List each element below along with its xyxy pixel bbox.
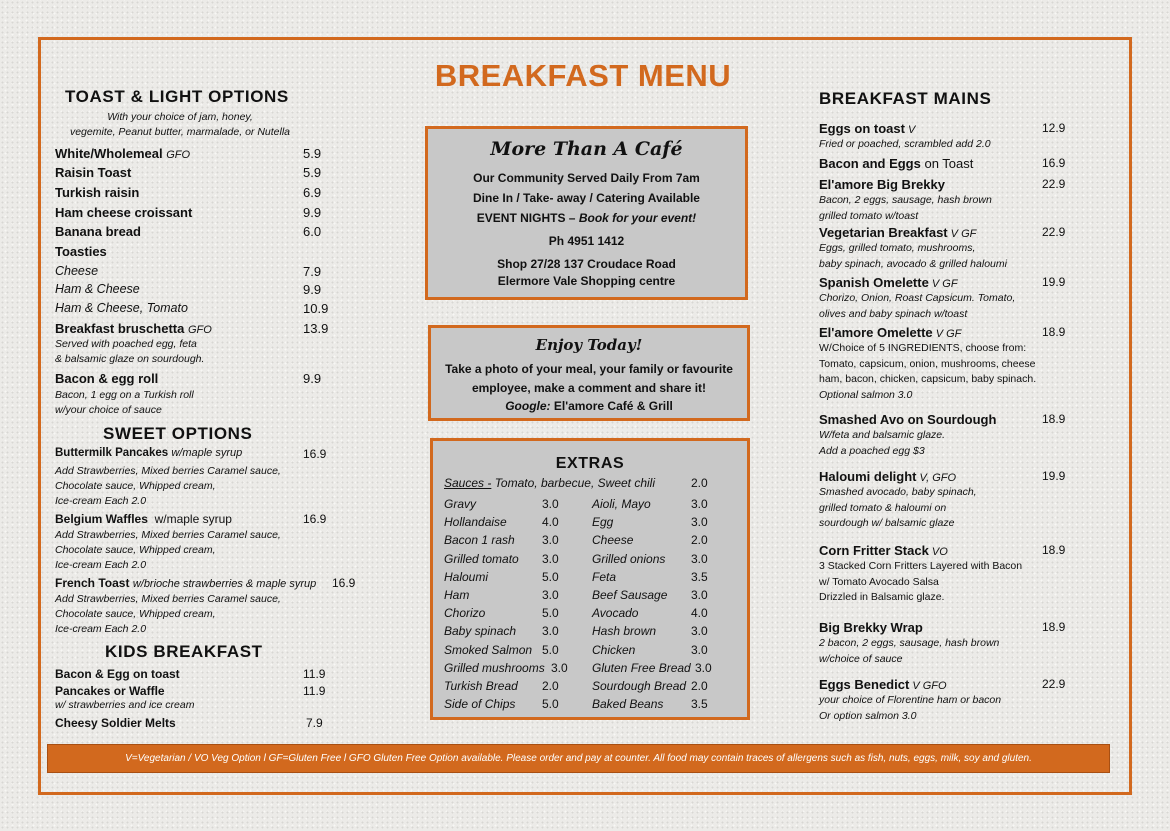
extras-price: 3.0 bbox=[691, 497, 708, 511]
extras-price: 2.0 bbox=[691, 533, 708, 548]
main-item-price: 22.9 bbox=[1042, 677, 1066, 691]
price-toastie-ham-cheese-tomato: 10.9 bbox=[303, 301, 329, 316]
extras-price: 2.0 bbox=[691, 679, 708, 693]
cafe-address-2: Elermore Vale Shopping centre bbox=[497, 274, 676, 288]
main-item-price: 22.9 bbox=[1042, 177, 1066, 191]
main-item-desc: 2 bacon, 2 eggs, sausage, hash brown bbox=[819, 637, 1000, 649]
extras-price: 3.0 bbox=[542, 497, 559, 511]
extras-price: 5.0 bbox=[542, 642, 559, 657]
main-item-desc: grilled tomato & haloumi on bbox=[819, 501, 947, 514]
extras-item: Chorizo bbox=[444, 606, 486, 621]
extras-price: 3.0 bbox=[695, 660, 712, 675]
toastie-cheese: Cheese bbox=[55, 264, 99, 278]
price-banana-bread: 6.0 bbox=[303, 224, 322, 239]
main-item-desc: 3 Stacked Corn Fritters Layered with Bacon bbox=[819, 560, 1023, 572]
pancakes-extra-2: Chocolate sauce, Whipped cream, bbox=[55, 480, 216, 492]
extras-price: 3.5 bbox=[691, 697, 708, 712]
extras-price: 4.0 bbox=[542, 515, 559, 530]
toasties-label: Toasties bbox=[55, 244, 107, 259]
main-item: Spanish Omelette V GF bbox=[819, 275, 958, 290]
enjoy-line-1: Take a photo of your meal, your family or favourite bbox=[445, 362, 733, 376]
main-item: Big Brekky Wrap bbox=[819, 620, 923, 635]
main-item: Haloumi delight V, GFO bbox=[819, 469, 957, 484]
extras-price: 5.0 bbox=[542, 606, 559, 621]
main-item-price: 16.9 bbox=[1042, 156, 1066, 170]
toast-heading: TOAST & LIGHT OPTIONS bbox=[65, 87, 289, 106]
main-item-desc: W/feta and balsamic glaze. bbox=[819, 429, 946, 441]
menu-item-turkish-raisin: Turkish raisin bbox=[55, 185, 140, 200]
main-item: Eggs on toast V bbox=[819, 121, 916, 136]
main-item-desc: sourdough w/ balsamic glaze bbox=[819, 517, 955, 529]
cafe-info-box bbox=[425, 126, 748, 300]
extras-item: Ham bbox=[444, 588, 470, 602]
extras-item: Bacon 1 rash bbox=[444, 533, 515, 548]
page-title: BREAKFAST MENU bbox=[434, 58, 732, 93]
menu-item-kids-bacon-egg: Bacon & Egg on toast bbox=[55, 667, 180, 681]
main-item-desc: Bacon, 2 eggs, sausage, hash brown bbox=[819, 194, 992, 206]
main-item: Smashed Avo on Sourdough bbox=[819, 412, 997, 427]
extras-item: Grilled onions bbox=[592, 551, 666, 566]
french-toast-extra-3: Ice-cream Each 2.0 bbox=[55, 623, 147, 635]
menu-item-kids-pancakes: Pancakes or Waffle bbox=[55, 684, 165, 698]
extras-item: Feta bbox=[592, 569, 617, 584]
extras-price: 3.0 bbox=[691, 515, 708, 530]
cafe-phone: Ph 4951 1412 bbox=[548, 234, 625, 248]
price-toastie-ham-cheese: 9.9 bbox=[303, 282, 322, 297]
extras-price: 5.0 bbox=[542, 697, 559, 712]
menu-item-waffles: Belgium Waffles w/maple syrup bbox=[55, 512, 232, 526]
price-turkish-raisin: 6.9 bbox=[303, 185, 322, 200]
main-item-desc: ham, bacon, chicken, capsicum, baby spinach. bbox=[819, 373, 1037, 385]
sweet-heading: SWEET OPTIONS bbox=[103, 424, 253, 443]
waffles-extra-1: Add Strawberries, Mixed berries Caramel sauce, bbox=[55, 529, 281, 541]
main-item-desc: w/ Tomato Avocado Salsa bbox=[819, 575, 939, 588]
kids-heading: KIDS BREAKFAST bbox=[105, 642, 263, 661]
extras-item: Avocado bbox=[592, 606, 639, 621]
cafe-address-1: Shop 27/28 137 Croudace Road bbox=[497, 257, 676, 271]
extras-item: Aioli, Mayo bbox=[592, 497, 651, 511]
main-item-desc: Or option salmon 3.0 bbox=[819, 709, 917, 722]
main-item-desc: Chorizo, Onion, Roast Capsicum. Tomato, bbox=[819, 292, 1016, 304]
main-item-desc: baby spinach, avocado & grilled haloumi bbox=[819, 257, 1007, 270]
main-item: Bacon and Eggs on Toast bbox=[819, 156, 974, 171]
price-toastie-cheese: 7.9 bbox=[303, 264, 322, 279]
main-item: El'amore Omelette V GF bbox=[819, 325, 962, 340]
main-item: El'amore Big Brekky bbox=[819, 177, 945, 192]
main-item-desc: grilled tomato w/toast bbox=[819, 209, 919, 222]
extras-price: 5.0 bbox=[542, 569, 559, 584]
menu-item-pancakes: Buttermilk Pancakes w/maple syrup bbox=[55, 447, 243, 459]
main-item-price: 18.9 bbox=[1042, 325, 1066, 339]
main-item-desc: Optional salmon 3.0 bbox=[819, 388, 913, 401]
main-item-price: 12.9 bbox=[1042, 121, 1066, 135]
toastie-ham-cheese-tomato: Ham & Cheese, Tomato bbox=[55, 301, 188, 315]
toast-intro-1: With your choice of jam, honey, bbox=[107, 111, 253, 123]
main-item: Corn Fritter Stack VO bbox=[819, 543, 948, 558]
menu-item-banana-bread: Banana bread bbox=[55, 224, 141, 239]
extras-item: Smoked Salmon bbox=[444, 642, 533, 657]
enjoy-box bbox=[428, 325, 750, 421]
price-bacon-egg-roll: 9.9 bbox=[303, 371, 322, 386]
price-waffles: 16.9 bbox=[303, 512, 327, 526]
extras-price: 3.0 bbox=[542, 533, 559, 548]
eggroll-desc-2: w/your choice of sauce bbox=[55, 404, 162, 416]
main-item-price: 22.9 bbox=[1042, 225, 1066, 239]
menu-item-bacon-egg-roll: Bacon & egg roll bbox=[55, 371, 159, 386]
main-item-price: 18.9 bbox=[1042, 620, 1066, 634]
cafe-events: EVENT NIGHTS – Book for your event! bbox=[476, 211, 697, 225]
eggroll-desc-1: Bacon, 1 egg on a Turkish roll bbox=[55, 389, 194, 401]
extras-item: Egg bbox=[592, 515, 614, 530]
sauces-price: 2.0 bbox=[691, 476, 708, 490]
extras-item: Turkish Bread bbox=[444, 679, 518, 693]
extras-item: Grilled mushrooms bbox=[444, 660, 545, 675]
enjoy-line-3: Google: El'amore Café & Grill bbox=[505, 399, 673, 413]
main-item-price: 19.9 bbox=[1042, 469, 1066, 483]
price-pancakes: 16.9 bbox=[303, 447, 327, 461]
sauces-row: Sauces - Tomato, barbecue, Sweet chili bbox=[444, 476, 656, 490]
french-toast-extra-2: Chocolate sauce, Whipped cream, bbox=[55, 608, 216, 620]
extras-price: 3.0 bbox=[542, 588, 559, 602]
main-item-desc: Eggs, grilled tomato, mushrooms, bbox=[819, 242, 976, 254]
enjoy-heading: Enjoy Today! bbox=[535, 336, 643, 354]
cafe-hours: Our Community Served Daily From 7am bbox=[473, 171, 700, 185]
main-item-desc: Smashed avocado, baby spinach, bbox=[819, 486, 977, 498]
pancakes-extra-1: Add Strawberries, Mixed berries Caramel sauce, bbox=[55, 465, 281, 477]
extras-price: 4.0 bbox=[691, 606, 708, 621]
price-french-toast: 16.9 bbox=[332, 576, 356, 590]
extras-price: 3.5 bbox=[691, 569, 708, 584]
price-ham-cheese-croissant: 9.9 bbox=[303, 205, 322, 220]
extras-heading: EXTRAS bbox=[555, 455, 625, 472]
main-item-price: 19.9 bbox=[1042, 275, 1066, 289]
extras-price: 3.0 bbox=[691, 624, 708, 639]
extras-item: Cheese bbox=[592, 533, 634, 548]
price-kids-bacon-egg: 11.9 bbox=[303, 667, 326, 681]
extras-item: Baked Beans bbox=[592, 697, 664, 712]
main-item-desc: w/choice of sauce bbox=[819, 652, 903, 665]
cafe-heading: More Than A Café bbox=[490, 138, 683, 160]
price-white-wholemeal: 5.9 bbox=[303, 146, 322, 161]
price-raisin-toast: 5.9 bbox=[303, 165, 322, 180]
french-toast-extra-1: Add Strawberries, Mixed berries Caramel sauce, bbox=[55, 593, 281, 605]
extras-price: 3.0 bbox=[542, 624, 559, 639]
main-item-desc: Add a poached egg $3 bbox=[819, 444, 925, 457]
main-item-desc: Drizzled in Balsamic glaze. bbox=[819, 591, 945, 603]
extras-item: Gluten Free Bread bbox=[592, 660, 691, 675]
menu-item-french-toast: French Toast w/brioche strawberries & maple syrup bbox=[55, 576, 317, 590]
extras-price: 2.0 bbox=[542, 679, 559, 693]
extras-item: Sourdough Bread bbox=[592, 679, 687, 693]
price-bruschetta: 13.9 bbox=[303, 321, 329, 336]
cafe-services: Dine In / Take- away / Catering Available bbox=[473, 191, 700, 205]
extras-item: Haloumi bbox=[444, 569, 489, 584]
bruschetta-desc-2: & balsamic glaze on sourdough. bbox=[55, 353, 205, 365]
pancakes-extra-3: Ice-cream Each 2.0 bbox=[55, 495, 147, 507]
extras-item: Side of Chips bbox=[444, 697, 516, 712]
waffles-extra-2: Chocolate sauce, Whipped cream, bbox=[55, 544, 216, 556]
main-item-desc: W/Choice of 5 INGREDIENTS, choose from: bbox=[819, 342, 1027, 354]
menu-item-raisin-toast: Raisin Toast bbox=[55, 165, 132, 180]
mains-heading: BREAKFAST MAINS bbox=[819, 89, 992, 108]
menu-item-cheesy-soldier: Cheesy Soldier Melts bbox=[55, 716, 176, 730]
main-item: Vegetarian Breakfast V GF bbox=[819, 225, 977, 240]
main-item-desc: Tomato, capsicum, onion, mushrooms, cheese bbox=[819, 357, 1036, 370]
main-item-price: 18.9 bbox=[1042, 412, 1066, 426]
extras-item: Baby spinach bbox=[444, 624, 517, 639]
extras-item: Gravy bbox=[444, 497, 477, 511]
price-kids-pancakes: 11.9 bbox=[303, 684, 326, 698]
menu-item-white-wholemeal: White/Wholemeal GFO bbox=[55, 146, 191, 161]
allergen-footer: V=Vegetarian / VO Veg Option l GF=Gluten Free l GFO Gluten Free Option available. Please order and pay at counter. All food may contain traces of allergens such as fish, nuts, eggs, milk, soy and gluten. bbox=[47, 744, 1110, 773]
bruschetta-desc-1: Served with poached egg, feta bbox=[55, 338, 197, 350]
extras-price: 3.0 bbox=[551, 660, 568, 675]
extras-price: 3.0 bbox=[691, 642, 708, 657]
extras-item: Chicken bbox=[592, 642, 636, 657]
main-item-desc: Fried or poached, scrambled add 2.0 bbox=[819, 138, 991, 150]
price-cheesy-soldier: 7.9 bbox=[306, 716, 323, 730]
toast-intro-2: vegemite, Peanut butter, marmalade, or Nutella bbox=[69, 126, 291, 138]
main-item-price: 18.9 bbox=[1042, 543, 1066, 557]
extras-price: 3.0 bbox=[691, 588, 708, 602]
extras-price: 3.0 bbox=[542, 551, 559, 566]
toastie-ham-cheese: Ham & Cheese bbox=[55, 282, 140, 296]
menu-item-ham-cheese-croissant: Ham cheese croissant bbox=[55, 205, 193, 220]
extras-item: Hash brown bbox=[592, 624, 657, 639]
extras-price: 3.0 bbox=[691, 551, 708, 566]
extras-item: Beef Sausage bbox=[592, 588, 668, 602]
menu-item-bruschetta: Breakfast bruschetta GFO bbox=[55, 321, 212, 336]
extras-item: Grilled tomato bbox=[444, 551, 519, 566]
extras-item: Hollandaise bbox=[444, 515, 507, 530]
waffles-extra-3: Ice-cream Each 2.0 bbox=[55, 559, 147, 571]
kids-pancakes-desc: w/ strawberries and ice cream bbox=[55, 699, 195, 711]
main-item-desc: olives and baby spinach w/toast bbox=[819, 307, 968, 320]
main-item-desc: your choice of Florentine ham or bacon bbox=[819, 694, 1002, 706]
enjoy-line-2: employee, make a comment and share it! bbox=[471, 381, 707, 395]
main-item: Eggs Benedict V GFO bbox=[819, 677, 947, 692]
